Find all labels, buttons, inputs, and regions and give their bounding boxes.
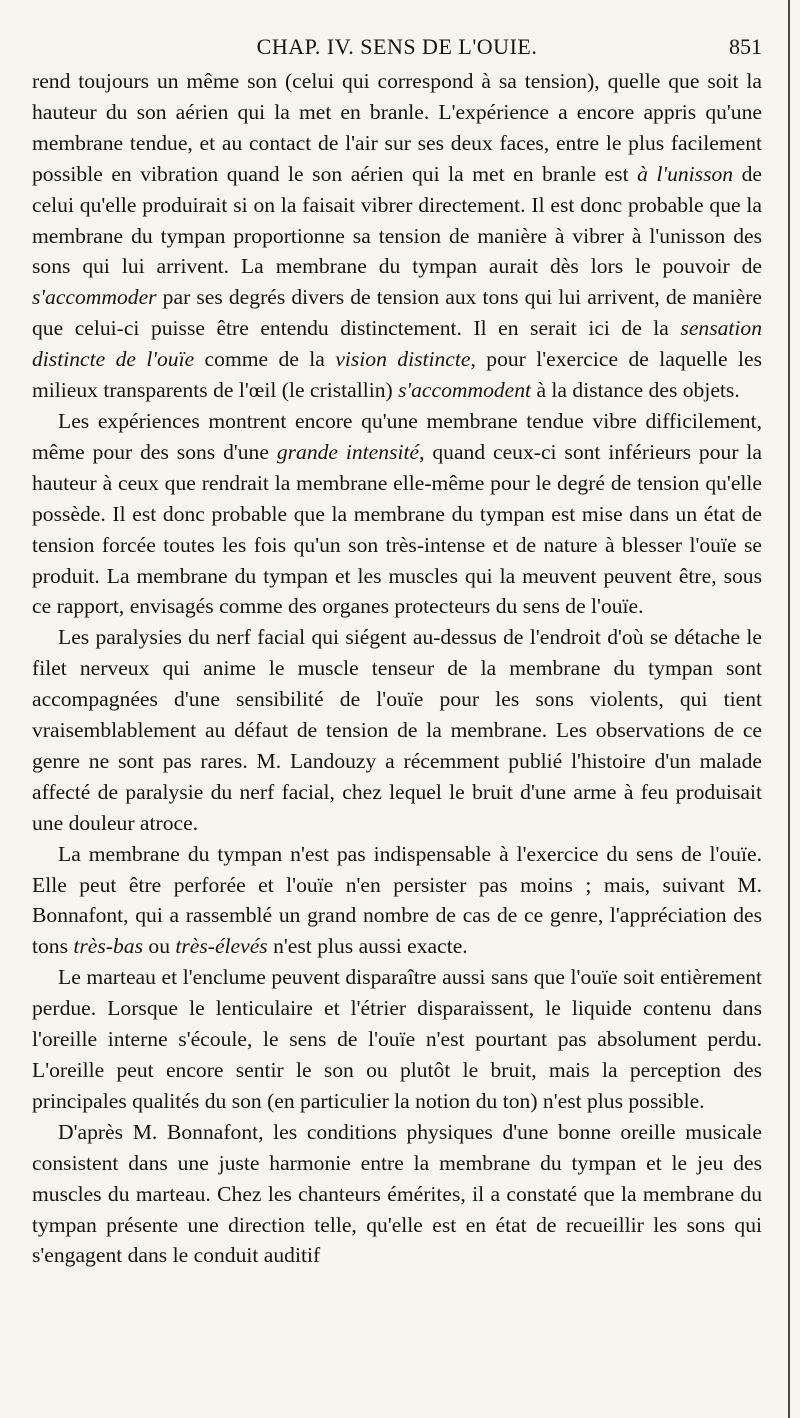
page-edge-line: [788, 0, 790, 1418]
italic-text: vision distincte: [335, 347, 471, 372]
text-run: Le marteau et l'enclume peuvent disparaître aussi sans que l'ouïe soit entièrement perdue. Lorsque le lenticulaire et l'étrier disparaissent, le liquide contenu dans l'oreille interne s'écoule, le sens de l'ouïe n'est pourtant pas absolument perdu. L'oreille peut encore sentir le son ou plutôt le bruit, mais la perception des principales qualités du son (en particulier la notion du ton) n'est plus possible.: [32, 965, 762, 1113]
italic-text: s'accommoder: [32, 285, 157, 310]
running-head: CHAP. IV. SENS DE L'OUIE.: [256, 34, 538, 59]
paragraph: [32, 66, 762, 406]
text-run: à la distance des objets.: [531, 378, 740, 403]
text-run: Les paralysies du nerf facial qui siégent au-dessus de l'endroit d'où se détache le filet nerveux qui anime le muscle tenseur de la membrane du tympan sont accompagnées d'une sensibilité de l'ouïe pour les sons violents, qui tient vraisemblablement au défaut de tension de la membrane. Les observations de ce genre ne sont pas rares. M. Landouzy a récemment publié l'histoire d'un malade affecté de paralysie du nerf facial, chez lequel le bruit d'une arme à feu produisait une douleur atroce.: [32, 625, 762, 835]
italic-text: très-bas: [73, 934, 143, 959]
italic-text: très-élevés: [175, 934, 268, 959]
text-run: , pour l'exercice de laquelle les milieux transparents de l'œil (le cristallin): [32, 347, 762, 403]
italic-text: sensation distincte de l'ouïe: [32, 316, 762, 372]
italic-text: à l'unisson: [637, 161, 734, 186]
text-run: rend toujours un même son (celui qui correspond à sa tension), quelle que soit la hauteur du son aérien qui la met en branle. L'expérience a encore appris qu'une membrane tendue, et au contact de l'air sur ses deux faces, entre le plus facilement possible en vibration quand le son aérien qui la met en branle est: [32, 69, 762, 186]
page-header: [32, 28, 762, 66]
paragraph: [32, 962, 762, 1117]
text-run: ou: [143, 934, 176, 959]
text-run: La membrane du tympan n'est pas indispensable à l'exercice du sens de l'ouïe. Elle peut être perforée et l'ouïe n'en persister pas moins ; mais, suivant M. Bonnafont, qui a rassemblé un grand nombre de cas de ce genre, l'appréciation des tons: [32, 841, 762, 959]
text-run: de celui qu'elle produirait si on la faisait vibrer directement. Il est donc probable que la membrane du tympan proportionne sa tension de manière à vibrer à l'unisson des sons qui lui arrivent. La membrane du tympan aurait dès lors le pouvoir de: [32, 161, 762, 279]
text-run: comme de la: [194, 347, 336, 372]
paragraph: [32, 1117, 762, 1272]
paragraph: [32, 622, 762, 838]
text-run: Les expériences montrent encore qu'une membrane tendue vibre difficilement, même pour des sons d'une: [32, 408, 762, 464]
italic-text: s'accommodent: [398, 378, 532, 403]
text-run: , quand ceux-ci sont inférieurs pour la hauteur à ceux que rendrait la membrane elle-même pour le degré de tension qu'elle possède. Il est donc probable que la membrane du tympan est mise dans un état de tension forcée toutes les fois qu'un son très-intense et de nature à blesser l'ouïe se produit. La membrane du tympan et les muscles qui la meuvent peuvent être, sous ce rapport, envisagés comme des organes protecteurs du sens de l'ouïe.: [32, 439, 762, 619]
italic-text: grande intensité: [276, 439, 420, 464]
paragraph: [32, 839, 762, 963]
body-text: [32, 66, 762, 1271]
page-number: 851: [729, 34, 762, 59]
text-run: n'est plus aussi exacte.: [267, 934, 468, 959]
paragraph: [32, 406, 762, 622]
text-run: D'après M. Bonnafont, les conditions physiques d'une bonne oreille musicale consistent dans une juste harmonie entre la membrane du tympan et le jeu des muscles du marteau. Chez les chanteurs émérites, il a constaté que la membrane du tympan présente une direction telle, qu'elle est en état de recueillir les sons qui s'engagent dans le conduit auditif: [32, 1119, 762, 1268]
text-run: par ses degrés divers de tension aux tons qui lui arrivent, de manière que celui-ci puisse être entendu distinctement. Il en serait ici de la: [32, 285, 762, 341]
